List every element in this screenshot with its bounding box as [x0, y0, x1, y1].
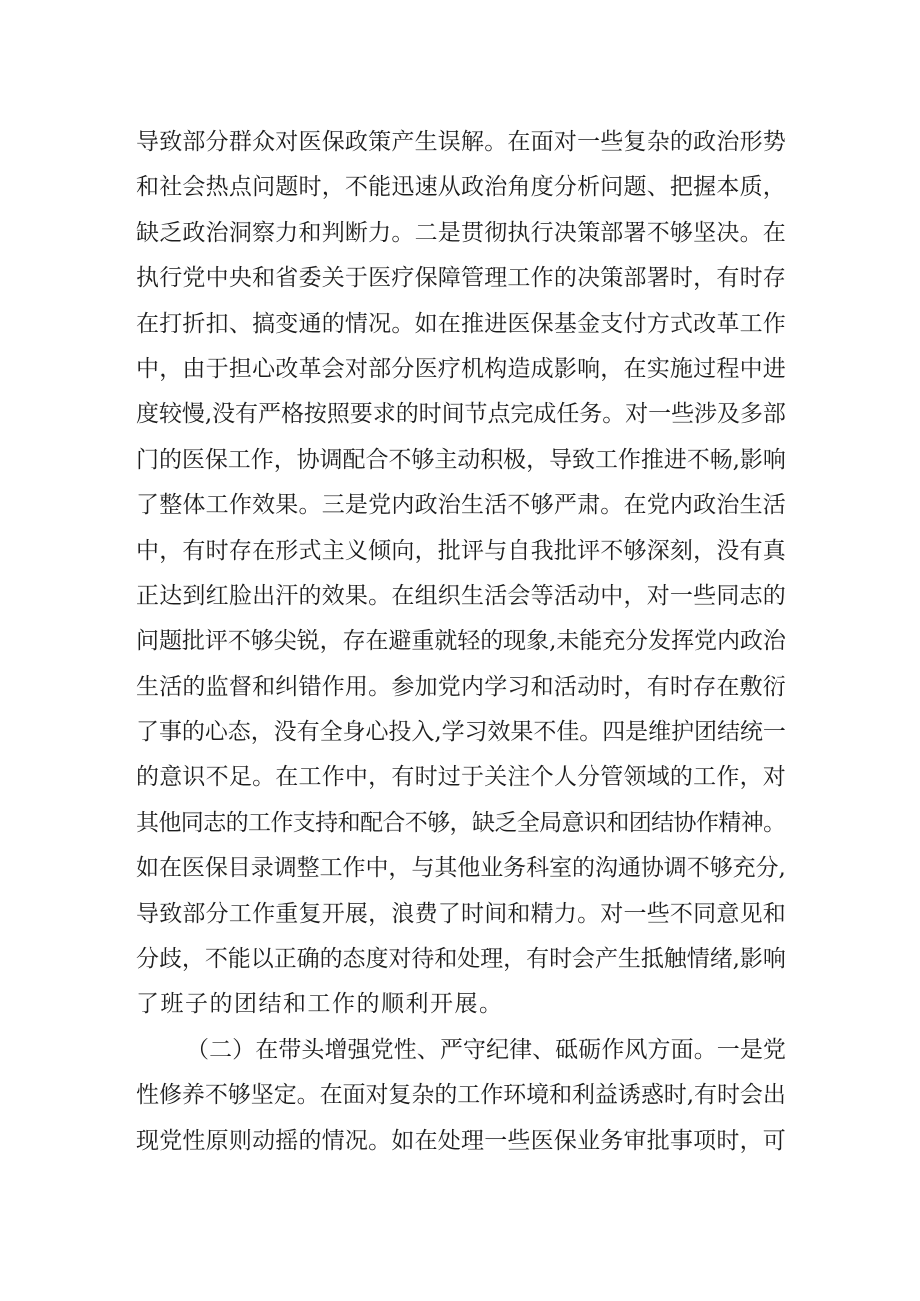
text-line: 中，有时存在形式主义倾向，批评与自我批评不够深刻，没有真 [136, 537, 786, 564]
text-line: 执行党中央和省委关于医疗保障管理工作的决策部署时，有时存 [136, 265, 786, 292]
body-text [136, 120, 786, 1164]
text-line: 和社会热点问题时，不能迅速从政治角度分析问题、把握本质， [136, 174, 786, 201]
text-line: 问题批评不够尖锐，存在避重就轻的现象,未能充分发挥党内政治 [136, 628, 786, 655]
text-line: 的意识不足。在工作中，有时过于关注个人分管领域的工作，对 [136, 764, 786, 791]
text-line: 中，由于担心改革会对部分医疗机构造成影响，在实施过程中进 [136, 355, 786, 382]
section-heading-line: （二）在带头增强党性、严守纪律、砥砺作风方面。一是党 [186, 1036, 786, 1063]
text-line: 了班子的团结和工作的顺利开展。 [136, 991, 504, 1018]
text-line: 度较慢,没有严格按照要求的时间节点完成任务。对一些涉及多部 [136, 401, 786, 428]
text-line: 门的医保工作，协调配合不够主动积极，导致工作推进不畅,影响 [136, 446, 786, 473]
text-line: 导致部分群众对医保政策产生误解。在面对一些复杂的政治形势 [136, 129, 786, 155]
text-line: 在打折扣、搞变通的情况。如在推进医保基金支付方式改革工作 [136, 310, 786, 337]
text-line: 如在医保目录调整工作中，与其他业务科室的沟通协调不够充分, [136, 855, 786, 882]
text-line: 正达到红脸出汗的效果。在组织生活会等活动中，对一些同志的 [136, 582, 786, 609]
text-line: 缺乏政治洞察力和判断力。二是贯彻执行决策部署不够坚决。在 [136, 219, 786, 246]
text-line: 分歧，不能以正确的态度对待和处理，有时会产生抵触情绪,影响 [136, 946, 786, 973]
text-line: 导致部分工作重复开展，浪费了时间和精力。对一些不同意见和 [136, 900, 786, 927]
text-line: 了事的心态，没有全身心投入,学习效果不佳。四是维护团结统一 [136, 719, 786, 746]
text-line: 性修养不够坚定。在面对复杂的工作环境和利益诱惑时,有时会出 [136, 1082, 786, 1109]
text-line: 了整体工作效果。三是党内政治生活不够严肃。在党内政治生活 [136, 492, 786, 519]
text-line: 现党性原则动摇的情况。如在处理一些医保业务审批事项时，可 [136, 1127, 786, 1154]
text-line: 生活的监督和纠错作用。参加党内学习和活动时，有时存在敷衍 [136, 673, 786, 700]
text-line: 其他同志的工作支持和配合不够，缺乏全局意识和团结协作精神。 [136, 809, 786, 836]
